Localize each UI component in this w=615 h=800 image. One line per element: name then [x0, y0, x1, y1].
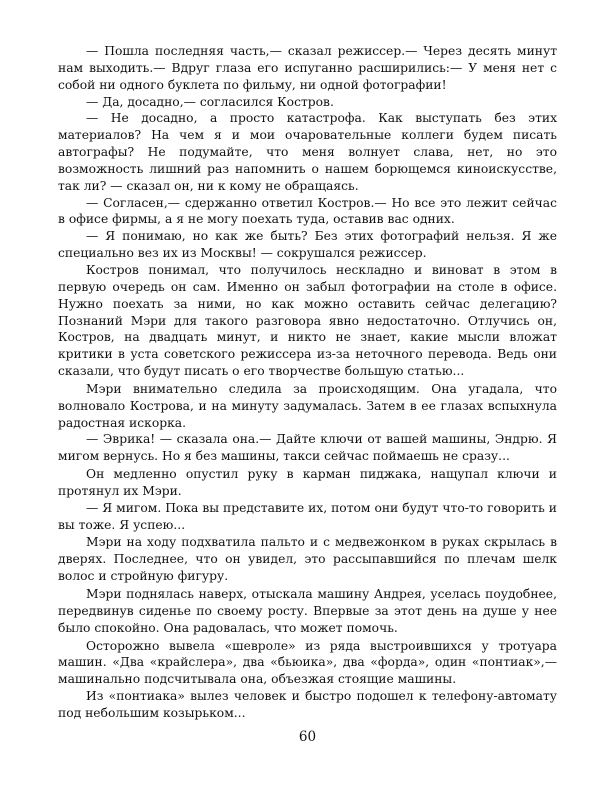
- paragraph: — Эврика! — сказала она.— Дайте ключи от вашей машины, Эндрю. Я мигом вернусь. Но я без машины, такси сейчас поймаешь не сразу...: [58, 432, 557, 464]
- paragraph: — Да, досадно,— согласился Костров.: [86, 94, 334, 109]
- paragraph: — Я мигом. Пока вы представите их, потом они будут что-то говорить и вы тоже. Я успею...: [58, 500, 557, 532]
- paragraph: Он медленно опустил руку в карман пиджака, нащупал ключи и протянул их Мэри.: [58, 467, 557, 498]
- paragraph: — Согласен,— сдержанно ответил Костров.— Но все это лежит сейчас в офисе фирмы, а я не могу поехать туда, оставив вас одних.: [58, 195, 557, 227]
- paragraph: Мэри внимательно следила за происходящим. Она угадала, что волновало Кострова, и на минуту задумалась. Затем в ее глазах вспыхнула радостная искорка.: [58, 381, 557, 430]
- paragraph: Костров понимал, что получилось нескладно и виноват в этом в первую очередь он сам. Именно он забыл фотографии на столе в офисе. Нужно поехать за ними, но как можно оставить сейчас делегацию? Познаний Мэри для такого разговора явно недостаточно. Отлучись он, Костров, на двадцать минут, и никто не знает, какие мысли вложат критики в уста советского режиссера из-за неточного перевода. Ведь они сказали, что будут писать о его творчестве большую статью...: [58, 262, 557, 379]
- paragraph: — Не досадно, а просто катастрофа. Как выступать без этих материалов? На чем я и мои очаровательные коллеги будем писать автографы? Не подумайте, что меня волнует слава, нет, но это возможность лишний раз напомнить о нашем борющемся киноискусстве, так ли? — сказал он, ни к кому не обращаясь.: [58, 111, 557, 193]
- paragraph: Из «понтиака» вылез человек и быстро подошел к телефону-автомату под небольшим козырьком...: [58, 689, 557, 720]
- paragraph: Осторожно вывела «шевроле» из ряда выстроившихся у тротуара машин. «Два «крайслера», два «бьюика», два «форда», один «понтиак»,— машинально подсчитывала она, объезжая стоящие машины.: [58, 638, 557, 687]
- page-number: 60: [298, 729, 317, 745]
- paragraph: Мэри на ходу подхватила пальто и с медвежонком в руках скрылась в дверях. Последнее, что он увидел, это рассыпавшийся по плечам шелк волос и стройную фигуру.: [58, 535, 557, 584]
- paragraph: — Пошла последняя часть,— сказал режиссер.— Через десять минут нам выходить.— Вдруг глаза его испуганно расширились:— У меня нет с собой ни одного буклета по фильму, ни одной фотографии!: [58, 44, 557, 92]
- paragraph: Мэри поднялась наверх, отыскала машину Андрея, уселась поудобнее, передвинув сиденье по своему росту. Впервые за этот день на душе у нее было спокойно. Она радовалась, что может помочь.: [58, 587, 557, 635]
- page-text: [58, 43, 557, 722]
- paragraph: — Я понимаю, но как же быть? Без этих фотографий нельзя. Я же специально вез их из Москвы! — сокрушался режиссер.: [58, 229, 557, 261]
